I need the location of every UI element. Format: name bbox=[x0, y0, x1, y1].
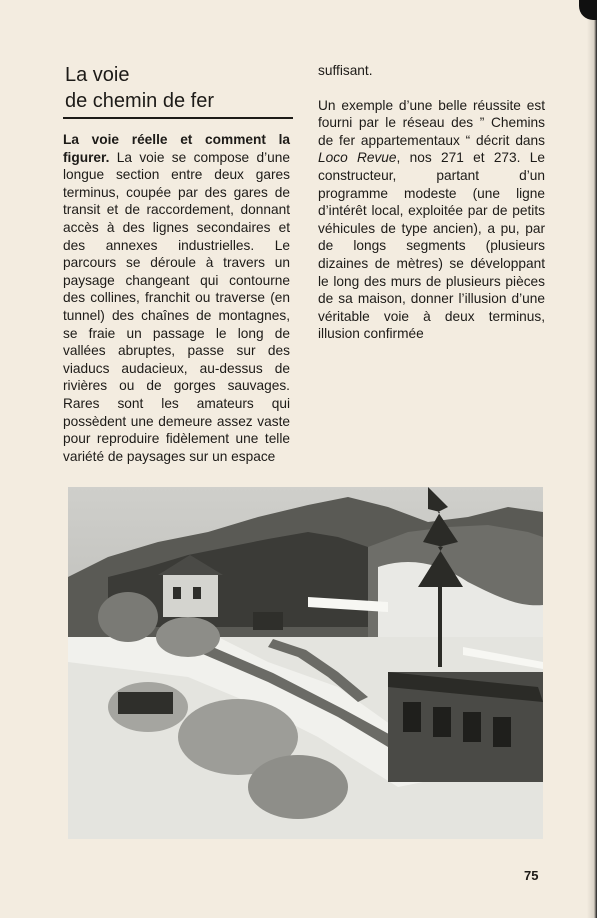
paragraph-1-text: La voie se compose d’une longue section entre deux gares terminus, coupée par des gares de transit et de raccordement, donnant accès à des lignes secondaires et des annexes industrielles. Le parcours se déroule à travers un paysage changeant qui contourne des collines, franchit ou traverse (en tunnel) des chaînes de montagnes, se fraie un passage le long de vallées abruptes, passe sur des viaducs audacieux, au-dessus de rivières ou de gorges sauvages. Rares sont les amateurs qui possèdent une demeure assez vaste pour reproduire fidèlement une telle variété de paysages sur un espace bbox=[63, 149, 290, 464]
page-edge bbox=[587, 0, 597, 918]
article-title bbox=[65, 62, 290, 114]
title-rule bbox=[63, 117, 293, 119]
title-line-2: de chemin de fer bbox=[65, 90, 214, 112]
paragraph-1-text-continued: suffisant. bbox=[318, 63, 373, 78]
photo-illustration bbox=[68, 487, 543, 839]
paragraph-1-continued bbox=[318, 62, 545, 80]
paragraph-2-text-b: Le constructeur, partant d’un programme modeste (une ligne d’intérêt local, exploitée par de petits véhicules de type ancien), a pu, par de longs segments (plusieurs dizaines de mètres) se développant le long des murs de plusieurs pièces de sa maison, donner l’illusion d’une véritable voie à deux terminus, illusion confirmée bbox=[318, 150, 545, 342]
title-line-1: La voie bbox=[65, 64, 130, 86]
issue-refs: , nos 271 et 273. bbox=[396, 150, 521, 166]
paragraph-2-text-a: Un exemple d’une belle réussite est fourni par le réseau des ” Chemins de fer appartementaux “ décrit dans bbox=[318, 97, 545, 148]
left-column bbox=[63, 62, 290, 465]
paragraph-2 bbox=[318, 97, 545, 343]
lead-heading: La voie réelle et comment la figurer. bbox=[63, 132, 290, 165]
magazine-name: Loco Revue bbox=[318, 150, 397, 166]
page-corner bbox=[579, 0, 597, 20]
paragraph-1 bbox=[63, 131, 290, 465]
page-number: 75 bbox=[524, 868, 539, 883]
right-column bbox=[318, 62, 545, 343]
model-railway-photo bbox=[68, 487, 543, 839]
